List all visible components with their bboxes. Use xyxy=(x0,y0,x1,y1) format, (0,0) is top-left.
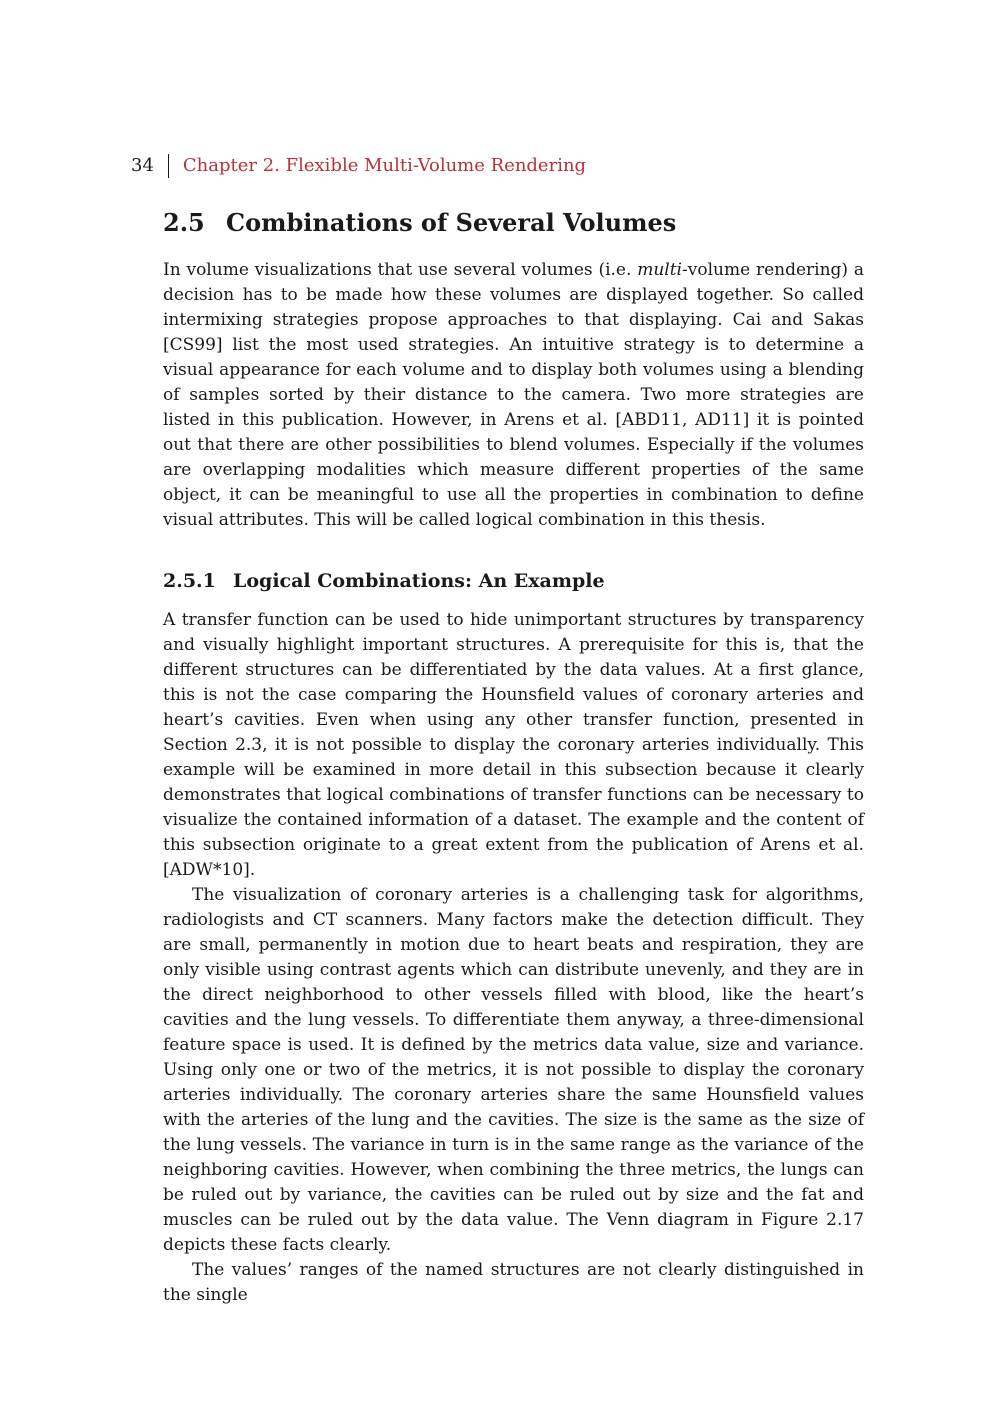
section-number: 2.5 xyxy=(163,208,205,237)
page-body xyxy=(163,205,864,1308)
section-title: Combinations of Several Volumes xyxy=(226,208,677,237)
subsection-heading xyxy=(163,567,864,595)
subsection-number: 2.5.1 xyxy=(163,570,216,592)
paragraph-text-after-emphasis: -volume rendering) a decision has to be made how these volumes are displayed together. So called intermixing strategies propose approaches to that displaying. Cai and Sakas [CS99] list the most used strategies. An intuitive strategy is to determine a visual appearance for each volume and to display both volumes using a blending of samples sorted by their distance to the camera. Two more strategies are listed in this publication. However, in Arens et al. [ABD11, AD11] it is pointed out that there are other possibilities to blend volumes. Especially if the volumes are overlapping modalities which measure different properties of the same object, it can be meaningful to use all the properties in combination to define visual attributes. This will be called logical combination in this thesis. xyxy=(163,260,864,530)
section-heading xyxy=(163,205,864,241)
subsection-paragraph-1: A transfer function can be used to hide unimportant structures by transparency and visually highlight important structures. A prerequisite for this is, that the different structures can be differentiated by the data values. At a first glance, this is not the case comparing the Hounsfield values of coronary arteries and heart’s cavities. Even when using any other transfer function, presented in Section 2.3, it is not possible to display the coronary arteries individually. This example will be examined in more detail in this subsection because it clearly demonstrates that logical combinations of transfer functions can be necessary to visualize the contained information of a dataset. The example and the content of this subsection originate to a great extent from the publication of Arens et al. [ADW*10]. xyxy=(163,610,864,880)
header-divider xyxy=(168,154,169,178)
subsection-title: Logical Combinations: An Example xyxy=(233,570,605,592)
emphasis-multi: multi xyxy=(637,260,682,280)
subsection-paragraph-3: The values’ ranges of the named structures are not clearly distinguished in the single xyxy=(163,1260,864,1305)
running-head xyxy=(131,152,586,180)
section-paragraph xyxy=(163,258,864,533)
page-number: 34 xyxy=(131,155,154,176)
paragraph-text-before-emphasis: In volume visualizations that use several volumes (i.e. xyxy=(163,260,638,280)
chapter-title: Chapter 2. Flexible Multi-Volume Rendering xyxy=(182,155,587,176)
subsection-paragraph-2: The visualization of coronary arteries is a challenging task for algorithms, radiologists and CT scanners. Many factors make the detection difficult. They are small, permanently in motion due to heart beats and respiration, they are only visible using contrast agents which can distribute unevenly, and they are in the direct neighborhood to other vessels filled with blood, like the heart’s cavities and the lung vessels. To differentiate them anyway, a three-dimensional feature space is used. It is defined by the metrics data value, size and variance. Using only one or two of the metrics, it is not possible to display the coronary arteries individually. The coronary arteries share the same Hounsfield values with the arteries of the lung and the cavities. The size is the same as the size of the lung vessels. The variance in turn is in the same range as the variance of the neighboring cavities. However, when combining the three metrics, the lungs can be ruled out by variance, the cavities can be ruled out by size and the fat and muscles can be ruled out by the data value. The Venn diagram in Figure 2.17 depicts these facts clearly. xyxy=(163,885,864,1255)
